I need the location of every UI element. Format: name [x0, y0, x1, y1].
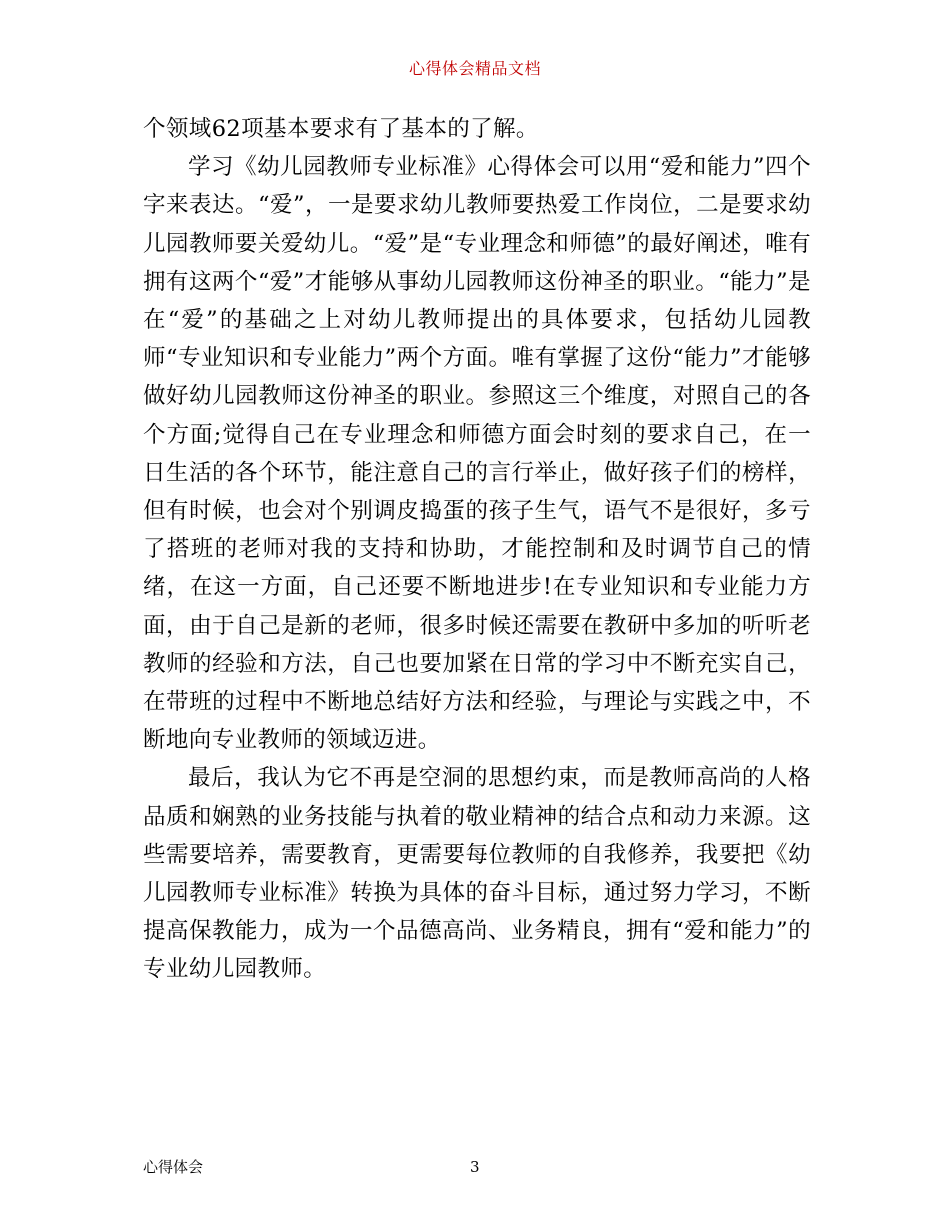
paragraph-1: 个领域62项基本要求有了基本的了解。	[143, 116, 539, 142]
page-footer-label: 心得体会	[143, 1158, 204, 1176]
page-header-title: 心得体会精品文档	[408, 59, 541, 78]
page-number: 3	[470, 1158, 480, 1176]
document-body	[143, 110, 811, 989]
paragraph-2: 学习《幼儿园教师专业标准》心得体会可以用“爱和能力”四个字来表达。“爱”，一是要求幼儿教师要热爱工作岗位，二是要求幼儿园教师要关爱幼儿。“爱”是“专业理念和师德”的最好阐述，唯有拥有这两个“爱”才能够从事幼儿园教师这份神圣的职业。“能力”是在“爱”的基础之上对幼儿教师提出的具体要求，包括幼儿园教师“专业知识和专业能力”两个方面。唯有掌握了这份“能力”才能够做好幼儿园教师这份神圣的职业。参照这三个维度，对照自己的各个方面;觉得自己在专业理念和师德方面会时刻的要求自己，在一日生活的各个环节，能注意自己的言行举止，做好孩子们的榜样，但有时候，也会对个别调皮捣蛋的孩子生气，语气不是很好，多亏了搭班的老师对我的支持和协助，才能控制和及时调节自己的情绪，在这一方面，自己还要不断地进步!在专业知识和专业能力方面，由于自己是新的老师，很多时候还需要在教研中多加的听听老教师的经验和方法，自己也要加紧在日常的学习中不断充实自己，在带班的过程中不断地总结好方法和经验，与理论与实践之中，不断地向专业教师的领域迈进。	[143, 154, 811, 754]
paragraph-3: 最后，我认为它不再是空洞的思想约束，而是教师高尚的人格品质和娴熟的业务技能与执着的敬业精神的结合点和动力来源。这些需要培养，需要教育，更需要每位教师的自我修养，我要把《幼儿园教师专业标准》转换为具体的奋斗目标，通过努力学习，不断提高保教能力，成为一个品德高尚、业务精良，拥有“爱和能力”的专业幼儿园教师。	[143, 765, 811, 983]
